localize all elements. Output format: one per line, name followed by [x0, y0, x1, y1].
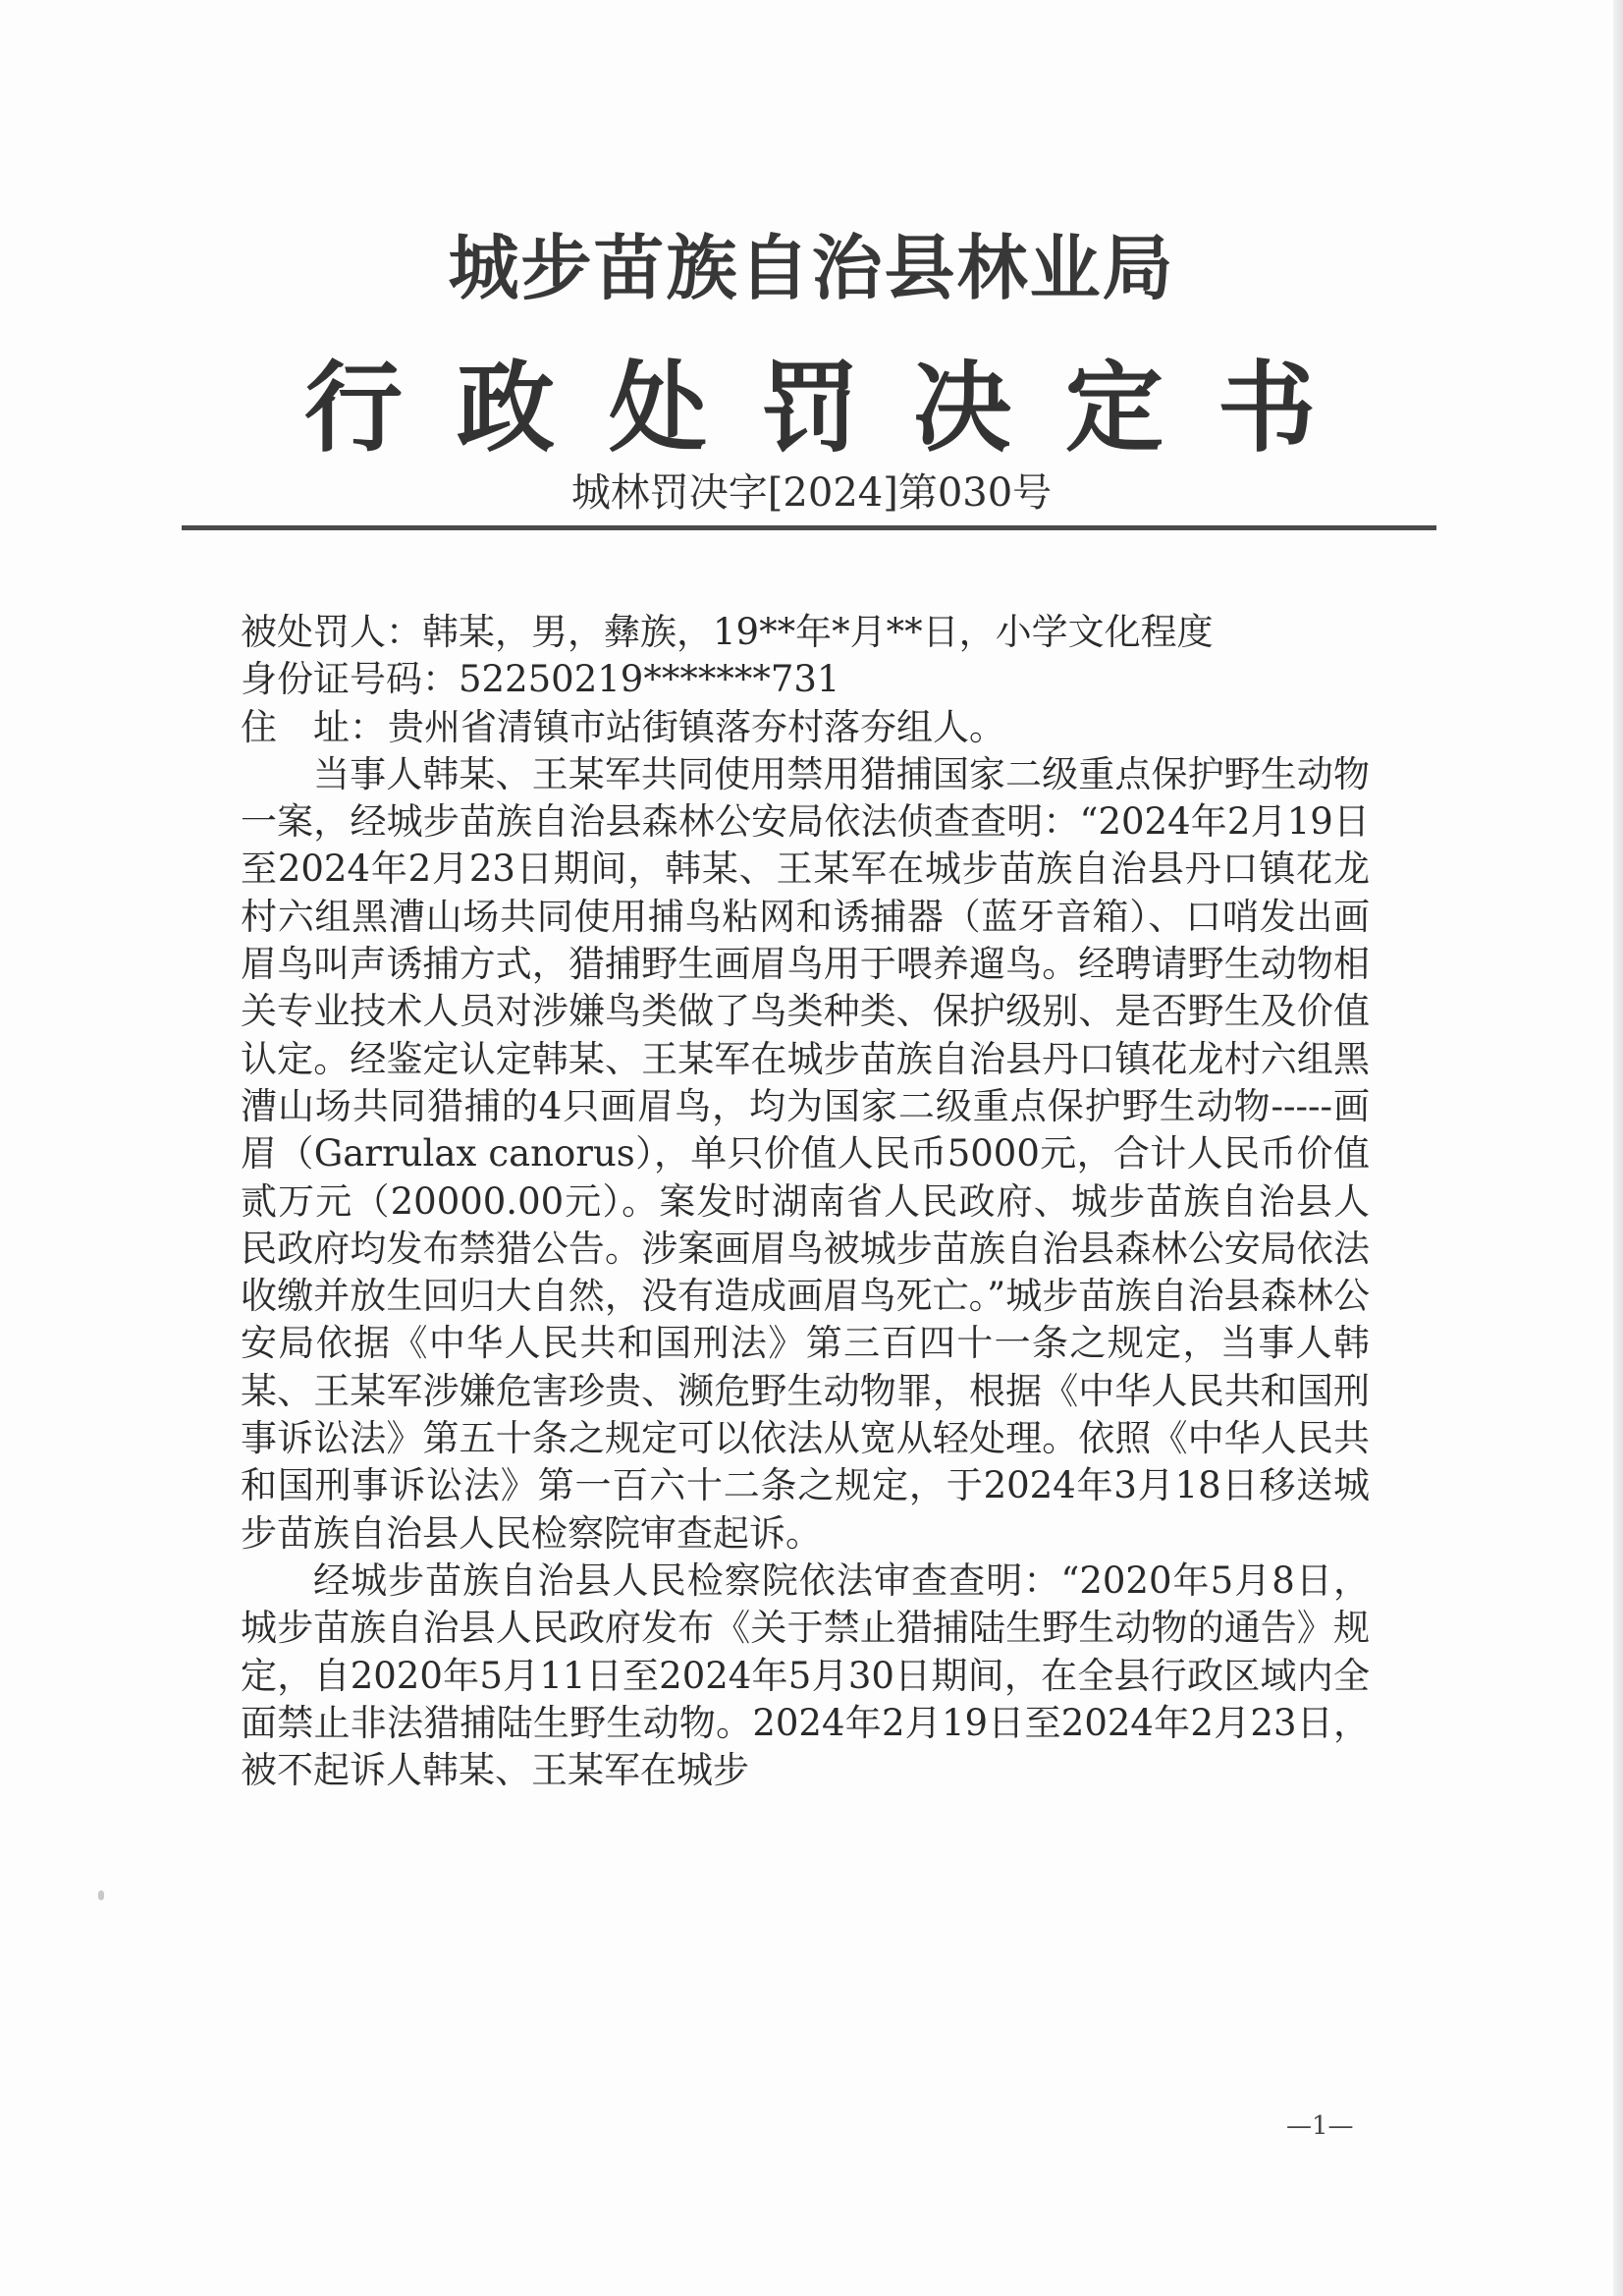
agency-title: 城步苗族自治县林业局 [448, 227, 1175, 309]
address-value: 贵州省清镇市站街镇落夯村落夯组人。 [388, 705, 1005, 748]
address-label: 住 址： [241, 705, 386, 748]
party-id-line: 身份证号码：52250219*******731 [241, 658, 840, 701]
party-address-line [241, 704, 1370, 751]
document-type-title: 行政处罚决定书 [304, 351, 1316, 465]
paragraph-procuratorate-findings: 经城步苗族自治县人民检察院依法审查查明：“2020年5月8日，城步苗族自治县人民政府发布《关于禁止猎捕陆生野生动物的通告》规定，自2020年5月11日至2024年5月30日期间，在全县行政区域内全面禁止非法猎捕陆生野生动物。2024年2月19日至2024年2月23日，被不起诉人韩某、王某军在城步 [241, 1558, 1370, 1792]
header-divider [182, 525, 1436, 530]
document-body [241, 609, 1370, 1794]
page-number: —1— [1286, 2111, 1354, 2141]
document-number: 城林罚决字[2024]第030号 [570, 470, 1053, 516]
page-edge-shadow [1613, 0, 1623, 2296]
party-name-line: 被处罚人：韩某，男，彝族，19**年*月**日，小学文化程度 [241, 611, 1214, 653]
paragraph-case-facts: 当事人韩某、王某军共同使用禁用猎捕国家二级重点保护野生动物一案，经城步苗族自治县森林公安局依法侦查查明：“2024年2月19日至2024年2月23日期间，韩某、王某军在城步苗族自治县丹口镇花龙村六组黑漕山场共同使用捕鸟粘网和诱捕器（蓝牙音箱）、口哨发出画眉鸟叫声诱捕方式，猎捕野生画眉鸟用于喂养遛鸟。经聘请野生动物相关专业技术人员对涉嫌鸟类做了鸟类种类、保护级别、是否野生及价值认定。经鉴定认定韩某、王某军在城步苗族自治县丹口镇花龙村六组黑漕山场共同猎捕的4只画眉鸟，均为国家二级重点保护野生动物-----画眉（Garrulax canorus），单只价值人民币5000元，合计人民币价值贰万元（20000.00元）。案发时湖南省人民政府、城步苗族自治县人民政府均发布禁猎公告。涉案画眉鸟被城步苗族自治县森林公安局依法收缴并放生回归大自然，没有造成画眉鸟死亡。”城步苗族自治县森林公安局依据《中华人民共和国刑法》第三百四十一条之规定，当事人韩某、王某军涉嫌危害珍贵、濒危野生动物罪，根据《中华人民共和国刑事诉讼法》第五十条之规定可以依法从宽从轻处理。依照《中华人民共和国刑事诉讼法》第一百六十二条之规定，于2024年3月18日移送城步苗族自治县人民检察院审查起诉。 [241, 752, 1370, 1555]
scan-speck [98, 1890, 104, 1900]
